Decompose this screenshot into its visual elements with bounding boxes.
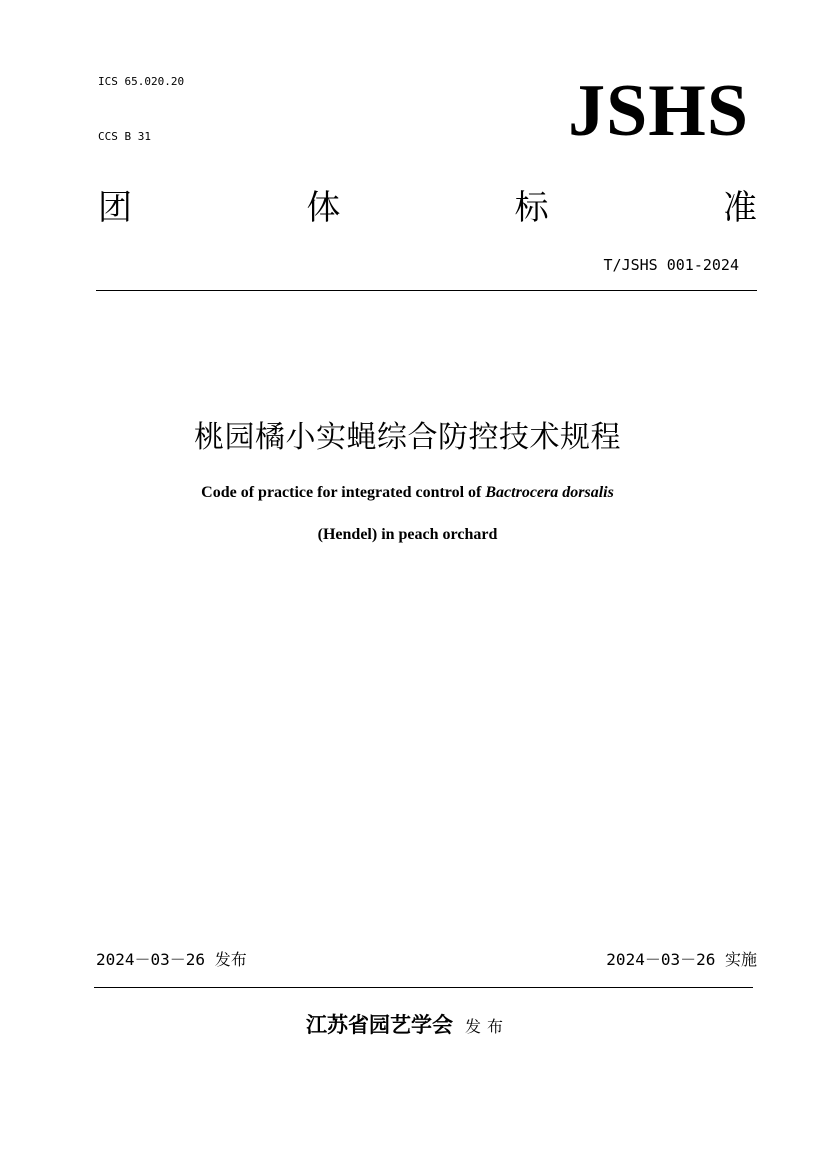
title-chinese: 桃园橘小实蝇综合防控技术规程 [194, 420, 621, 455]
ics-code: ICS 65.020.20 [98, 75, 185, 88]
category-char-4: 准 [722, 188, 757, 228]
classification-codes [98, 42, 184, 168]
category-char-1: 团 [98, 188, 132, 228]
publisher-name: 江苏省园艺学会 [305, 1012, 453, 1037]
title-english-line-2: (Hendel) in peach orchard [317, 526, 498, 543]
publisher-verb: 发布 [464, 1017, 509, 1036]
ccs-code: CCS B 31 [98, 130, 151, 143]
title-english-line-1 [0, 482, 815, 504]
bottom-divider [94, 987, 753, 988]
publish-date: 2024－03－26 发布 [96, 950, 247, 969]
jshs-logo: JSHS [568, 70, 749, 152]
title-english-prefix: Code of practice for integrated control of [201, 484, 486, 501]
top-divider [96, 290, 757, 291]
standard-number: T/JSHS 001-2024 [603, 256, 739, 274]
implement-date: 2024－03－26 实施 [606, 950, 757, 969]
category-char-2: 体 [306, 188, 341, 228]
title-english-species: Bactrocera dorsalis [485, 484, 614, 501]
category-char-3: 标 [514, 188, 549, 228]
publisher-line [0, 1010, 815, 1042]
standard-category [98, 183, 757, 233]
